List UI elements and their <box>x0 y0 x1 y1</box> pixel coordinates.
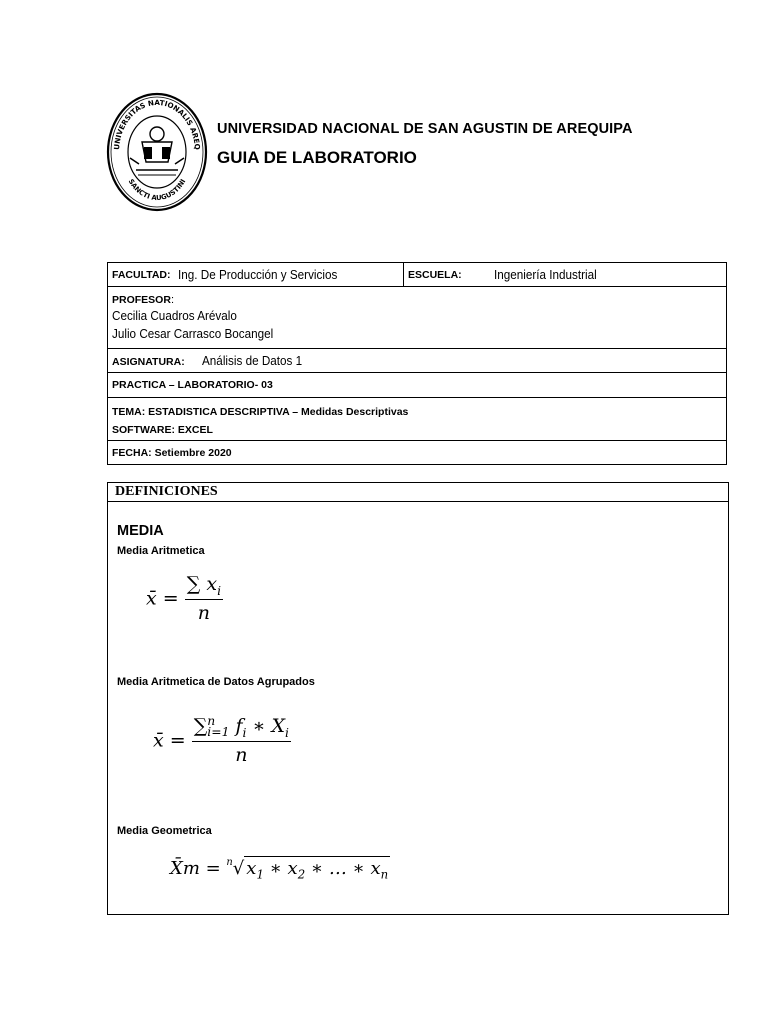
media-agrupados-title: Media Aritmetica de Datos Agrupados <box>117 676 315 688</box>
asignatura-label: ASIGNATURA: <box>112 355 185 368</box>
software-text: SOFTWARE: EXCEL <box>112 424 213 436</box>
media-aritmetica-title: Media Aritmetica <box>117 545 205 557</box>
row-asignatura <box>108 349 726 373</box>
tema-text: TEMA: ESTADISTICA DESCRIPTIVA – Medidas Descriptivas <box>112 406 409 418</box>
row-profesor <box>108 287 726 349</box>
media-geometrica-title: Media Geometrica <box>117 825 212 837</box>
profesor-colon: : <box>170 294 174 306</box>
formula-media-agrupados: x̄ = ∑ n i=1 $f_i$ ∗ $X_i$ n <box>153 713 289 766</box>
svg-text:SANCTI AUGUSTINI: SANCTI AUGUSTINI <box>126 177 188 203</box>
escuela-cell <box>404 263 726 286</box>
course-info-table <box>107 262 727 465</box>
profesor-label: PROFESOR <box>112 294 171 306</box>
practica-text: PRACTICA – LABORATORIO- 03 <box>112 379 273 391</box>
row-facultad-escuela <box>108 263 726 287</box>
fecha-text: FECHA: Setiembre 2020 <box>112 446 232 459</box>
profesor-name-2: Julio Cesar Carrasco Bocangel <box>112 326 274 341</box>
formula-media-aritmetica: x̄ = $\frac{\sum x_i}{n}$ <box>146 573 222 624</box>
university-name: UNIVERSIDAD NACIONAL DE SAN AGUSTIN DE AREQUIPA <box>217 121 633 137</box>
guide-title: GUIA DE LABORATORIO <box>217 148 417 167</box>
facultad-value: Ing. De Producción y Servicios <box>177 267 337 282</box>
svg-text:UNIVERSITAS NATIONALIS AREQ: UNIVERSITAS NATIONALIS AREQ <box>111 97 203 151</box>
media-heading: MEDIA <box>117 523 164 539</box>
definitions-title: DEFINICIONES <box>108 483 728 502</box>
escuela-value: Ingeniería Industrial <box>494 267 597 282</box>
facultad-label: FACULTAD: <box>112 268 171 281</box>
profesor-name-1: Cecilia Cuadros Arévalo <box>112 308 237 323</box>
row-fecha <box>108 441 726 464</box>
tema-software-cell <box>108 398 412 440</box>
profesor-cell <box>108 287 295 348</box>
definitions-section <box>107 482 729 915</box>
formula-media-geometrica: X̄m = $^n$√ $x_1$ ∗ $x_2$ ∗ … ∗ $x_n$ <box>170 857 389 882</box>
row-practica <box>108 373 726 398</box>
asignatura-cell <box>108 352 317 370</box>
row-tema-software <box>108 398 726 441</box>
escuela-label: ESCUELA: <box>408 268 462 281</box>
facultad-cell <box>108 263 404 286</box>
asignatura-value: Análisis de Datos 1 <box>201 352 302 368</box>
university-seal-logo <box>106 92 208 212</box>
